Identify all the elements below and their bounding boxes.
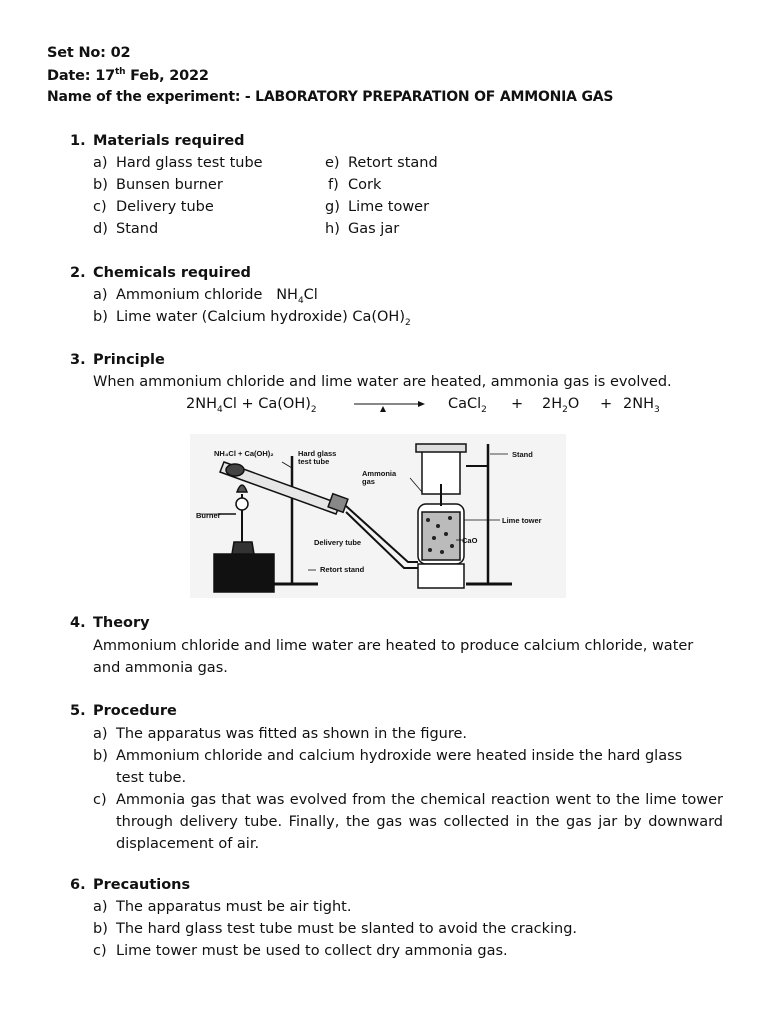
procedure-item: a) The apparatus was fitted as shown in the figure. — [93, 726, 468, 742]
apparatus-diagram — [190, 434, 566, 598]
diagram-label: Stand — [512, 450, 533, 459]
section-number: 1. — [70, 133, 86, 149]
precaution-item: b) The hard glass test tube must be slanted to avoid the cracking. — [93, 921, 578, 937]
chemical-item: a) Ammonium chloride $NH_4Cl$ — [93, 287, 318, 306]
diagram-label: Delivery tube — [314, 538, 362, 547]
diagram-label: Lime tower — [502, 516, 542, 525]
procedure-item: c) Ammonia gas that was evolved from the chemical reaction went to the lime tower through delivery tube. Finally, the gas was collected in the gas jar by downward displacement of air. — [93, 792, 723, 852]
material-item: e) Retort stand — [325, 155, 438, 171]
equation-reactants: $2NH_4Cl + Ca(OH)_2$ — [186, 396, 317, 415]
section-number: 6. — [70, 877, 86, 893]
theory-title: Theory — [93, 615, 150, 631]
materials-title: Materials required — [93, 133, 245, 149]
precaution-item: c) Lime tower must be used to collect dry ammonia gas. — [93, 943, 508, 959]
equation-plus: + — [511, 396, 524, 412]
diagram-label: gas — [362, 477, 375, 486]
burner-base — [214, 554, 274, 592]
precaution-item: a) The apparatus must be air tight. — [93, 899, 352, 915]
section-number: 2. — [70, 265, 86, 281]
material-item: b) Bunsen burner — [93, 177, 223, 193]
material-item: f) Cork — [328, 177, 382, 193]
procedure-item: b) Ammonium chloride and calcium hydroxide were heated inside the hard glass test tube. — [93, 748, 683, 786]
equation-product: CaCl$_2$ — [448, 396, 487, 415]
procedure-title: Procedure — [93, 703, 177, 719]
diagram-label: CaO — [462, 536, 478, 545]
principle-text: When ammonium chloride and lime water are heated, ammonia gas is evolved. — [93, 374, 672, 390]
diagram-label: NH₄Cl + Ca(OH)₂ — [214, 449, 274, 458]
equation-plus: + — [600, 396, 613, 412]
precautions-title: Precautions — [93, 877, 191, 893]
set-number: Set No: 02 — [47, 45, 131, 61]
material-item: d) Stand — [93, 221, 159, 237]
equation-product: $2NH_3$ — [623, 396, 660, 415]
diagram-label: Retort stand — [320, 565, 365, 574]
principle-title: Principle — [93, 352, 165, 368]
chemical-item: b) Lime water (Calcium hydroxide) $Ca(OH)_2$ — [93, 309, 411, 328]
chemicals-title: Chemicals required — [93, 265, 251, 281]
diagram-label: Hard glass — [298, 449, 337, 458]
section-number: 3. — [70, 352, 86, 368]
theory-text: Ammonium chloride and lime water are heated to produce calcium chloride, water and ammonia gas. — [93, 638, 694, 676]
material-item: a) Hard glass test tube — [93, 155, 263, 171]
equation-product: $2H_2O$ — [542, 396, 580, 415]
date: Date: 17th Feb, 2022 — [47, 67, 209, 84]
material-item: c) Delivery tube — [93, 199, 214, 215]
diagram-label: Ammonia — [362, 469, 397, 478]
reaction-arrow-icon — [352, 398, 427, 414]
diagram-label: test tube — [298, 457, 330, 466]
experiment-name: Name of the experiment: - LABORATORY PREPARATION OF AMMONIA GAS — [47, 89, 614, 105]
diagram-label: Burner — [196, 511, 221, 520]
section-number: 4. — [70, 615, 86, 631]
section-number: 5. — [70, 703, 86, 719]
material-item: h) Gas jar — [325, 221, 400, 237]
heat-triangle-icon — [380, 406, 386, 412]
material-item: g) Lime tower — [325, 199, 430, 215]
